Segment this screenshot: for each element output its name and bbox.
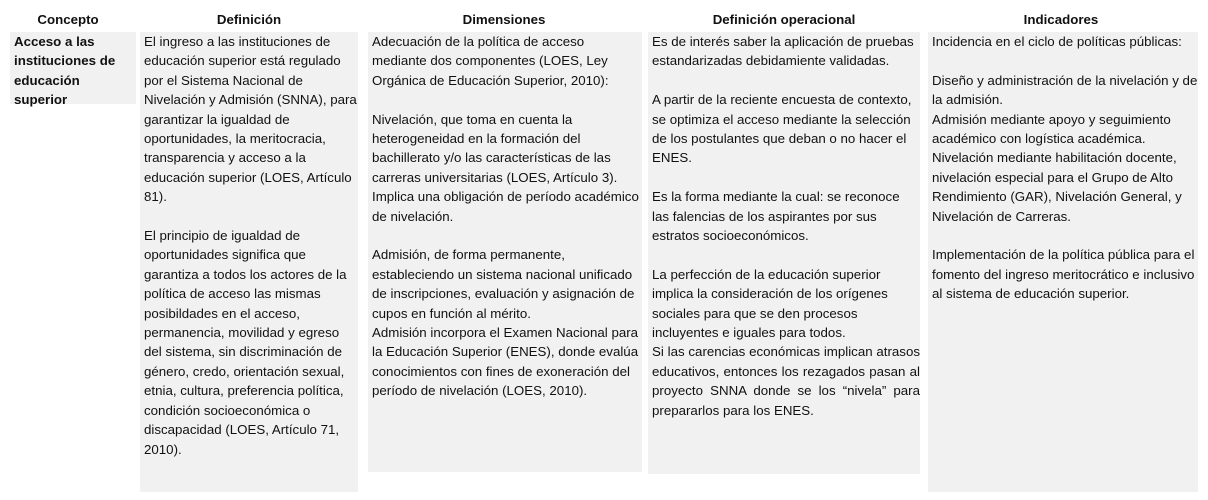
header-definicion: Definición xyxy=(216,12,282,27)
cell-indicadores xyxy=(928,32,1198,492)
indicadores-paragraph: Diseño y administración de la nivelación y de la admisión. xyxy=(932,72,1198,108)
indicadores-paragraph: Incidencia en el ciclo de políticas públicas: xyxy=(932,34,1182,49)
header-indicadores: Indicadores xyxy=(1023,12,1099,27)
dimensiones-paragraph: Admisión, de forma permanente, estableciendo un sistema nacional unificado de inscripciones, evaluación y asignación de cupos en función al mérito. xyxy=(372,247,635,321)
concepto-text: Acceso a las instituciones de educación superior xyxy=(14,34,116,108)
indicadores-paragraph: Implementación de la política pública para el fomento del ingreso meritocrático e inclusivo al sistema de educación superior. xyxy=(932,247,1195,302)
cell-dimensiones xyxy=(368,32,642,472)
dimensiones-paragraph: Implica una obligación de período académico de nivelación. xyxy=(372,189,639,224)
header-concepto: Concepto xyxy=(37,12,99,27)
cell-definicion xyxy=(140,32,358,492)
operacional-paragraph: Es de interés saber la aplicación de pruebas estandarizadas debidamiente validadas. xyxy=(652,34,914,69)
header-dimensiones: Dimensiones xyxy=(462,12,546,27)
dimensiones-paragraph: Adecuación de la política de acceso mediante dos componentes (LOES, Ley Orgánica de Educación Superior, 2010): xyxy=(372,34,609,88)
cell-concepto xyxy=(10,32,136,108)
definicion-paragraph: El ingreso a las instituciones de educación superior está regulado por el Sistema Nacional de Nivelación y Admisión (SNNA), para garantizar la igualdad de oportunidades, la meritocracia, transparencia y acceso a la educación superior (LOES, Artículo 81). xyxy=(144,34,357,205)
indicadores-paragraph: Admisión mediante apoyo y seguimiento académico con logística académica. xyxy=(932,111,1171,147)
operacional-paragraph: Si las carencias económicas implican atrasos educativos, entonces los rezagados pasan al proyecto SNNA donde se los “nivela” para prepararlos para los ENES. xyxy=(652,344,920,418)
indicadores-paragraph: Nivelación mediante habilitación docente, nivelación especial para el Grupo de Alto Rendimiento (GAR), Nivelación General, y Nivelación de Carreras. xyxy=(932,150,1182,224)
header-definicion-operacional: Definición operacional xyxy=(712,12,856,27)
cell-definicion-operacional xyxy=(648,32,920,474)
operacional-paragraph: Es la forma mediante la cual: se reconoce las falencias de los aspirantes por sus estratos socioeconómicos. xyxy=(652,189,900,244)
dimensiones-paragraph: Nivelación, que toma en cuenta la heterogeneidad en la formación del bachillerato y/o las características de las carreras universitarias (LOES, Artículo 3). xyxy=(372,111,618,185)
dimensiones-paragraph: Admisión incorpora el Examen Nacional para la Educación Superior (ENES), donde evalúa conocimientos con fines de exoneración del período de nivelación (LOES, 2010). xyxy=(372,325,639,399)
operacional-paragraph: La perfección de la educación superior implica la consideración de los orígenes sociales para que se den procesos incluyentes e iguales para todos. xyxy=(652,266,888,341)
operacional-paragraph: A partir de la reciente encuesta de contexto, se optimiza el acceso mediante la selección de los postulantes que deban o no hacer el ENES. xyxy=(652,92,912,166)
definicion-paragraph: El principio de igualdad de oportunidades significa que garantiza a todos los actores de la política de acceso las mismas posibildades en el acceso, permanencia, movilidad y egreso del sistema, sin discriminación de género, credo, orientación sexual, etnia, cultura, preferencia política, condición socioeconómica o discapacidad (LOES, Artículo 71, 2010). xyxy=(144,228,347,457)
